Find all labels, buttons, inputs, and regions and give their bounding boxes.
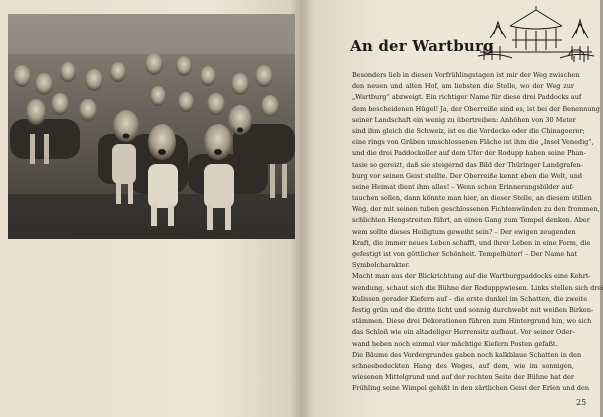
text-line: Besonders lieb in diesen Vorfrühlingstagen ist mir der Weg zwischen <box>352 71 580 79</box>
text-line: Kraft, die immer neues Leben schafft, und ihrer Leben in eine Form, die <box>352 238 591 247</box>
body-text <box>352 70 603 394</box>
text-line: Weg, der mit seinen tuben geschlossenen Fichtenwänden zu den frommen, <box>352 205 600 214</box>
section-heading: An der Wartburg <box>350 37 494 55</box>
text-line: wendung, schaut sich die Bühne der Rodupppwiesen. Links stellen sich drei <box>352 283 603 292</box>
text-line: gefestigt ist von göttlicher Schönheit. Tempelhüter! – Der Name hat <box>352 250 577 258</box>
text-line: wand heben noch einmal vier mächtige Kiefern Posten gefaßt. <box>352 339 558 348</box>
text-line: und die drei Paddockoller auf dem Ufer der Rodupp haben seine Phan- <box>352 149 586 158</box>
text-line: Die Bäume des Vordergrundes gaben noch kalkblaue Schatten in den <box>352 350 582 359</box>
text-line: eine rings von Gräben umschlossenen Fläche ist ihm die „Insel Venedig“, <box>352 138 594 147</box>
text-line: sind ihm gleich die Schweiz, ist es die Vordecke oder die Chinagoerer; <box>352 126 585 135</box>
text-line: seiner Landschaft ein wenig zu übertreiben: Anhöhen von 30 Meter <box>352 115 576 124</box>
text-line: tauchen sollen, dann könnte man hier, an dieser Stelle, an diesem stillen <box>352 194 592 203</box>
pavilion-vignette-icon <box>476 4 596 70</box>
text-line: den neuen und alten Hof, am liebsten die Stelle, wo der Weg zur <box>352 82 574 91</box>
text-line: das Schloß wie ein altadeliger Herrensitz aufbaut. Vor seiner Oder- <box>352 328 575 337</box>
text-line: wiesenen Mittelgrund und auf der rechten Seite der Bühne hat der <box>352 373 574 382</box>
text-line: dem bescheidenen Hügel! Ja, der Oberreiße sind es, ist bei der Benennung <box>352 104 600 113</box>
text-line: seine Heimat dient ihm alles! – Wenn schon Erinnerungsbilder auf- <box>352 182 574 191</box>
text-line: burg vor seinen Geist stellte. Der Oberreiße kennt eben die Welt, und <box>352 171 583 180</box>
page-number: 25 <box>576 398 587 407</box>
text-line: Macht man aus der Blickrichtung auf die Wartburgpaddocks eine Kehrt- <box>352 272 591 281</box>
text-line: Kulissen gerader Kiefern auf – die erste dunkel im Schatten, die zweite <box>352 294 588 303</box>
text-line: tasie so gereizt, daß sie steigernd das Bild der Thüringer Landgrafen- <box>352 160 583 169</box>
hounds-photograph <box>8 14 295 239</box>
hounds-photograph-image <box>8 14 295 239</box>
text-line: stämmen. Diese drei Dekorationen führen zum Hintergrund hin, wo sich <box>352 317 592 326</box>
text-line: schlichten Hengstreiten führt, an einen Gang zum Tempel denken. Aber <box>352 216 590 225</box>
text-line: „Wartburg“ abzweigt. Ein richtiger Name für diese drei Paddocks auf <box>352 93 582 102</box>
text-line: Frühling seine Wimpel gehißt in den zärtlichen Geist der Erlen und den <box>352 384 590 393</box>
text-line: schneebedeckten Hang des Weges, auf dem, wie im sonnigen, <box>352 361 574 370</box>
text-line: festig grün und die dritte licht und sonnig durchwebt mit weißen Birken- <box>352 305 594 314</box>
text-line: Symbolcharakter. <box>352 261 410 270</box>
text-line: wem sollte dieses Heiligtum geweiht sein? – Der ewigen zeugenden <box>352 227 576 236</box>
